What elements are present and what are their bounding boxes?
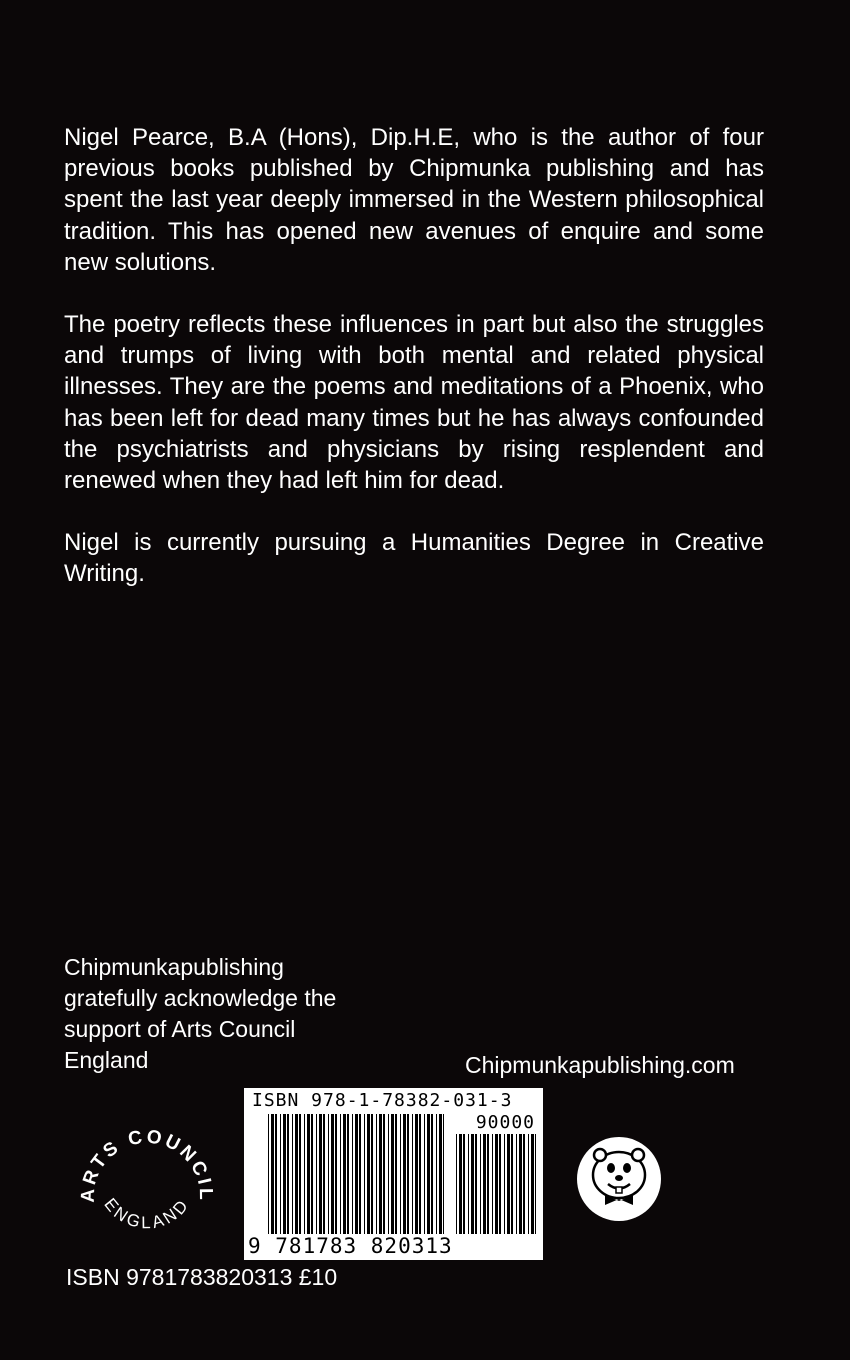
- ack-line-3: support of Arts Council: [64, 1016, 296, 1042]
- barcode-price-code: 90000: [475, 1112, 535, 1133]
- publisher-acknowledgement: [64, 952, 394, 1076]
- ack-line-4: England: [64, 1047, 149, 1073]
- publisher-website: Chipmunkapublishing.com: [465, 1052, 735, 1078]
- blurb-paragraph-1: Nigel Pearce, B.A (Hons), Dip.H.E, who is the author of four previous books published by Chipmunka publishing and has spent the last year deeply immersed in the Western philosophical tradition. This has opened new avenues of enquire and some new solutions.: [64, 124, 764, 276]
- ack-line-1: Chipmunkapublishing: [64, 954, 284, 980]
- blurb-paragraph-2: The poetry reflects these influences in part but also the struggles and trumps of living with both mental and related physical illnesses. They are the poems and meditations of a Phoenix, who has been left for dead many times but he has always confounded the psychiatrists and physicians by rising resplendent and renewed when they had left him for dead.: [64, 311, 764, 495]
- svg-text:ARTS COUNCIL: ARTS COUNCIL: [77, 1126, 217, 1203]
- arts-council-england-logo: [72, 1108, 222, 1258]
- isbn-barcode: [244, 1088, 543, 1260]
- ack-line-2: gratefully acknowledge the: [64, 985, 337, 1011]
- chipmunka-logo: [575, 1135, 663, 1223]
- barcode-ean-digits: 9 781783 820313: [248, 1234, 453, 1258]
- barcode-isbn-label: ISBN 978-1-78382-031-3: [252, 1090, 513, 1111]
- blurb-paragraph-3: Nigel is currently pursuing a Humanities Degree in Creative Writing.: [64, 529, 764, 588]
- isbn-price-line: ISBN 9781783820313 £10: [66, 1264, 338, 1290]
- back-cover-blurb: [64, 122, 764, 621]
- svg-text:ENGLAND: ENGLAND: [100, 1194, 194, 1233]
